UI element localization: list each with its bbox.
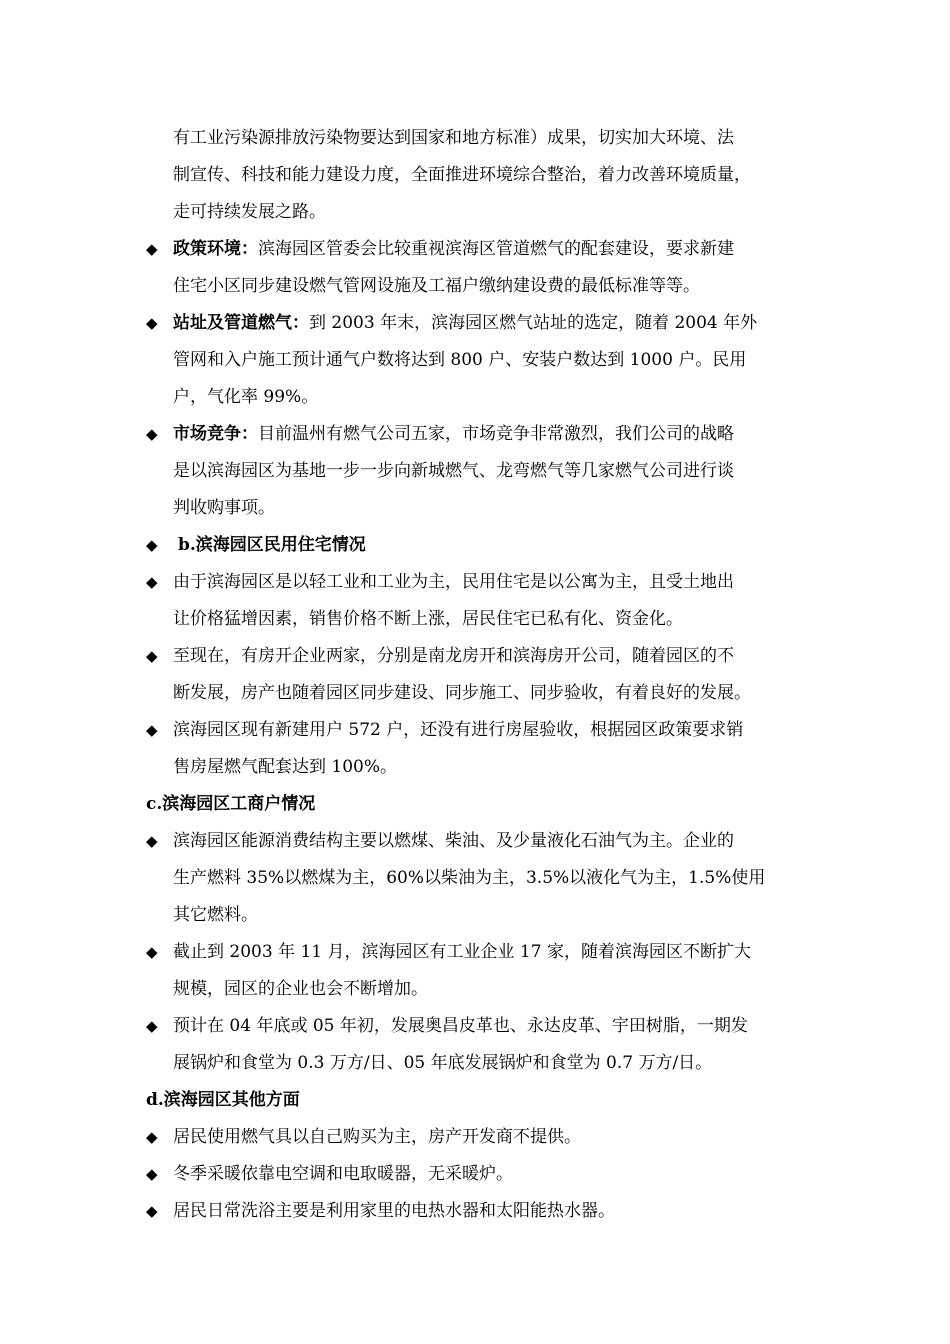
section-c-heading: c.滨海园区工商户情况 [146, 794, 316, 814]
paragraph-line: 是以滨海园区为基地一步一步向新城燃气、龙弯燃气等几家燃气公司进行谈 [173, 461, 734, 481]
diamond-bullet-icon: ◆ [146, 573, 158, 591]
paragraph-line: 滨海园区现有新建用户 572 户，还没有进行房屋验收，根据园区政策要求销 [173, 720, 744, 740]
diamond-bullet-icon: ◆ [146, 425, 158, 443]
bullet-item-market [173, 423, 734, 445]
bullet-item-policy [173, 238, 734, 260]
paragraph-line: 展锅炉和食堂为 0.3 万方/日、05 年底发展锅炉和食堂为 0.7 万方/日。 [173, 1053, 713, 1073]
paragraph-line: 走可持续发展之路。 [173, 202, 326, 222]
paragraph-line: 管网和入户施工预计通气户数将达到 800 户、安装户数达到 1000 户。民用 [173, 350, 747, 370]
item-label: 政策环境： [173, 239, 258, 259]
paragraph-line: 规模，园区的企业也会不断增加。 [173, 979, 428, 999]
paragraph-line: 生产燃料 35%以燃煤为主，60%以柴油为主，3.5%以液化气为主，1.5%使用 [173, 868, 766, 888]
diamond-bullet-icon: ◆ [146, 721, 158, 739]
diamond-bullet-icon: ◆ [146, 240, 158, 258]
item-text: 目前温州有燃气公司五家，市场竞争非常激烈，我们公司的战略 [258, 424, 734, 444]
paragraph-line: 冬季采暖依靠电空调和电取暖器，无采暖炉。 [173, 1164, 513, 1184]
paragraph-line: 判收购事项。 [173, 498, 275, 518]
item-label: 市场竞争： [173, 424, 258, 444]
diamond-bullet-icon: ◆ [146, 314, 158, 332]
paragraph-line: 至现在，有房开企业两家，分别是南龙房开和滨海房开公司，随着园区的不 [173, 646, 734, 666]
paragraph-line: 制宣传、科技和能力建设力度，全面推进环境综合整治，着力改善环境质量， [173, 165, 751, 185]
paragraph-line: 截止到 2003 年 11 月，滨海园区有工业企业 17 家，随着滨海园区不断扩大 [173, 942, 751, 962]
paragraph-line: 居民日常洗浴主要是利用家里的电热水器和太阳能热水器。 [173, 1201, 615, 1221]
diamond-bullet-icon: ◆ [146, 1165, 158, 1183]
diamond-bullet-icon: ◆ [146, 536, 158, 554]
paragraph-line: 由于滨海园区是以轻工业和工业为主，民用住宅是以公寓为主，且受土地出 [173, 572, 734, 592]
bullet-item-site [173, 312, 757, 334]
section-b-heading: b.滨海园区民用住宅情况 [178, 535, 366, 555]
paragraph-line: 售房屋燃气配套达到 100%。 [173, 757, 398, 777]
section-d-heading: d.滨海园区其他方面 [146, 1090, 300, 1110]
paragraph-line: 住宅小区同步建设燃气管网设施及工福户缴纳建设费的最低标准等等。 [173, 276, 700, 296]
paragraph-line: 断发展，房产也随着园区同步建设、同步施工、同步验收，有着良好的发展。 [173, 683, 751, 703]
diamond-bullet-icon: ◆ [146, 1202, 158, 1220]
paragraph-line: 让价格猛增因素，销售价格不断上涨，居民住宅已私有化、资金化。 [173, 609, 683, 629]
item-text: 到 2003 年末，滨海园区燃气站址的选定，随着 2004 年外 [309, 313, 758, 333]
diamond-bullet-icon: ◆ [146, 647, 158, 665]
paragraph-line: 预计在 04 年底或 05 年初，发展奥昌皮革也、永达皮革、宇田树脂，一期发 [173, 1016, 748, 1036]
paragraph-line: 居民使用燃气具以自己购买为主，房产开发商不提供。 [173, 1127, 581, 1147]
item-text: 滨海园区管委会比较重视滨海区管道燃气的配套建设，要求新建 [258, 239, 734, 259]
paragraph-line: 滨海园区能源消费结构主要以燃煤、柴油、及少量液化石油气为主。企业的 [173, 831, 734, 851]
diamond-bullet-icon: ◆ [146, 1128, 158, 1146]
diamond-bullet-icon: ◆ [146, 832, 158, 850]
diamond-bullet-icon: ◆ [146, 1017, 158, 1035]
paragraph-line: 其它燃料。 [173, 905, 258, 925]
paragraph-line: 户，气化率 99%。 [173, 387, 319, 407]
item-label: 站址及管道燃气： [173, 313, 309, 333]
diamond-bullet-icon: ◆ [146, 943, 158, 961]
paragraph-line: 有工业污染源排放污染物要达到国家和地方标准）成果，切实加大环境、法 [173, 128, 734, 148]
